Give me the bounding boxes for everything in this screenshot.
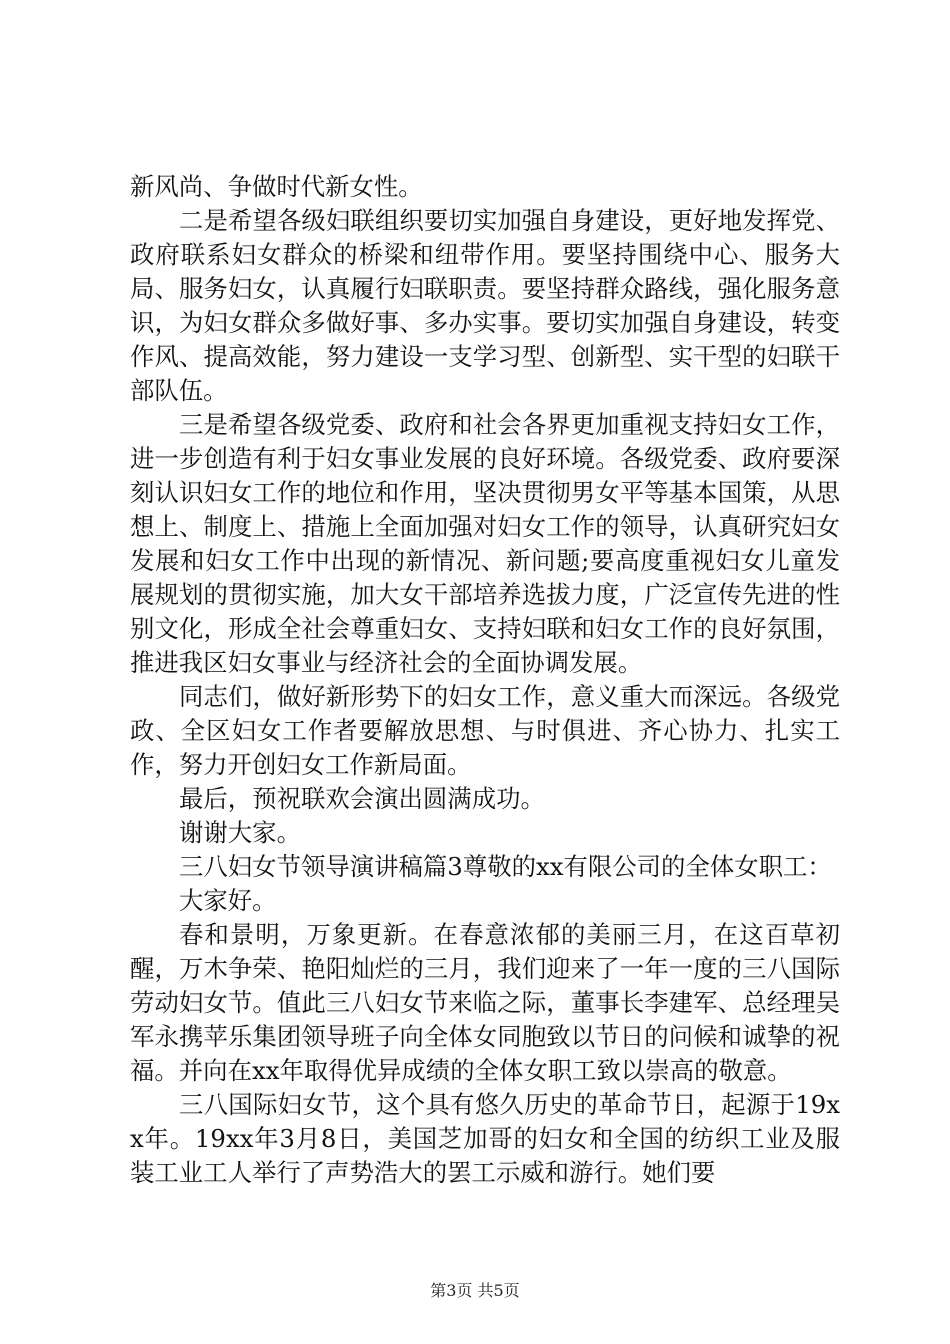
page-footer: 第3页 共5页 — [430, 1281, 520, 1300]
paragraph: 谢谢大家。 — [179, 818, 301, 847]
greeting-paragraph: 大家好。 — [179, 886, 277, 915]
document-body — [130, 170, 840, 1190]
paragraph: 同志们，做好新形势下的妇女工作，意义重大而深远。各级党政、全区妇女工作者要解放思想、与时俱进、齐心协力、扎实工作，努力开创妇女工作新局面。 — [130, 682, 840, 779]
section-heading-paragraph: 三八妇女节领导演讲稿篇3尊敬的xx有限公司的全体女职工： — [179, 852, 832, 881]
paragraph: 最后，预祝联欢会演出圆满成功。 — [179, 784, 545, 813]
paragraph: 三是希望各级党委、政府和社会各界更加重视支持妇女工作，进一步创造有利于妇女事业发展的良好环境。各级党委、政府要深刻认识妇女工作的地位和作用，坚决贯彻男女平等基本国策，从思想上、制度上、措施上全面加强对妇女工作的领导，认真研究妇女发展和妇女工作中出现的新情况、新问题;要高度重视妇女儿童发展规划的贯彻实施，加大女干部培养选拔力度，广泛宣传先进的性别文化，形成全社会尊重妇女、支持妇联和妇女工作的良好氛围，推进我区妇女事业与经济社会的全面协调发展。 — [130, 410, 840, 677]
paragraph: 二是希望各级妇联组织要切实加强自身建设，更好地发挥党、政府联系妇女群众的桥梁和纽带作用。要坚持围绕中心、服务大局、服务妇女，认真履行妇联职责。要坚持群众路线，强化服务意识，为妇女群众多做好事、多办实事。要切实加强自身建设，转变作风、提高效能，努力建设一支学习型、创新型、实干型的妇联干部队伍。 — [130, 206, 840, 405]
paragraph: 春和景明，万象更新。在春意浓郁的美丽三月，在这百草初醒，万木争荣、艳阳灿烂的三月，我们迎来了一年一度的三八国际劳动妇女节。值此三八妇女节来临之际，董事长李建军、总经理吴军永携苹乐集团领导班子向全体女同胞致以节日的问候和诚挚的祝福。并向在xx年取得优异成绩的全体女职工致以崇高的敬意。 — [130, 920, 840, 1085]
paragraph: 新风尚、争做时代新女性。 — [130, 172, 423, 201]
paragraph: 三八国际妇女节，这个具有悠久历史的革命节日，起源于19xx年。19xx年3月8日，美国芝加哥的妇女和全国的纺织工业及服装工业工人举行了声势浩大的罢工示威和游行。她们要 — [130, 1090, 840, 1187]
